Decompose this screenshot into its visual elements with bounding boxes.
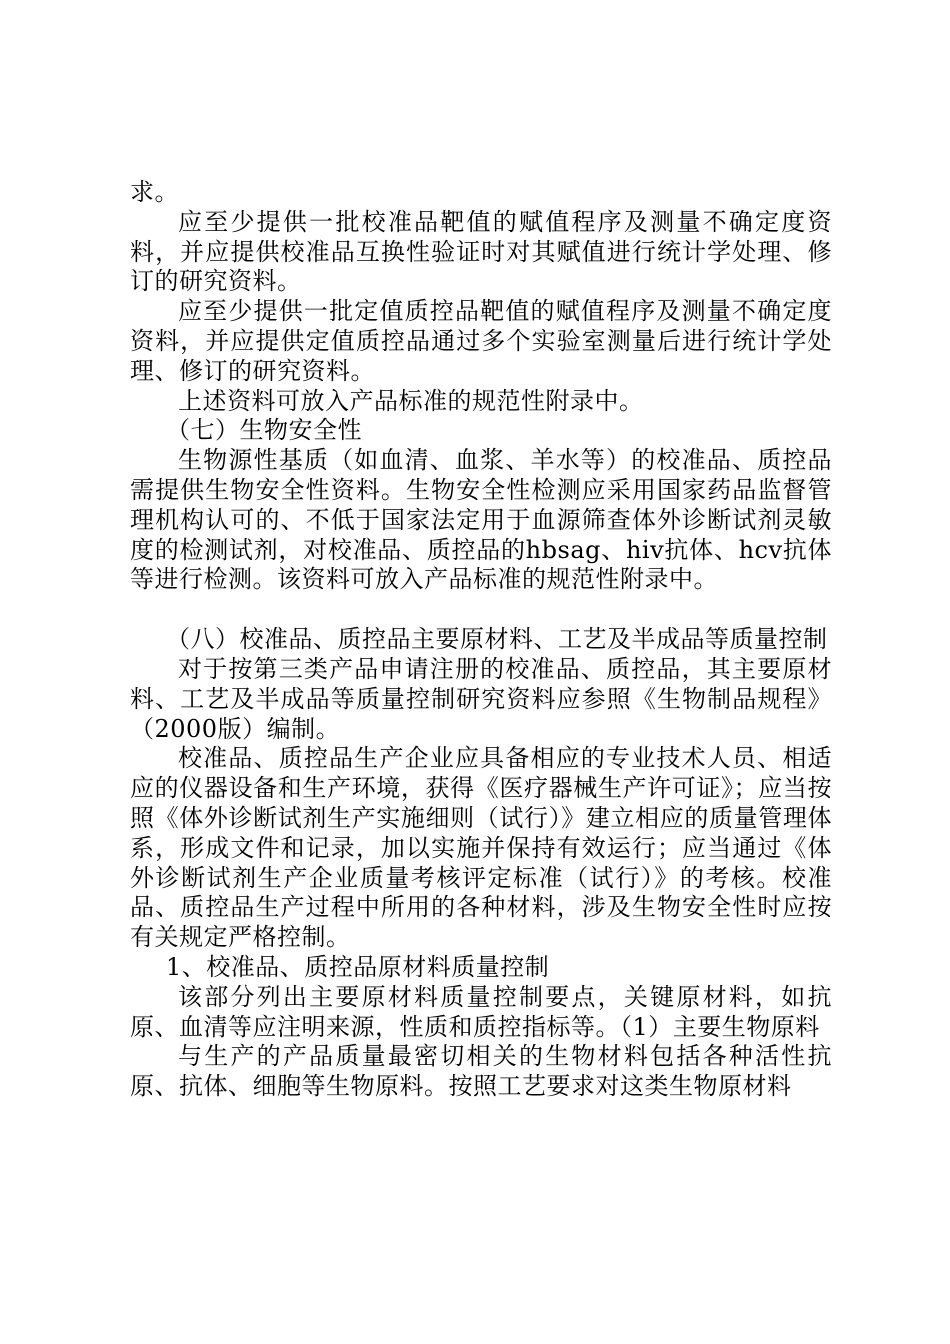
paragraph-control-assignment: 应至少提供一批定值质控品靶值的赋值程序及测量不确定度资料，并应提供定值质控品通过多个实验室测量后进行统计学处理、修订的研究资料。: [130, 297, 832, 385]
paragraph-control-points: 该部分列出主要原材料质量控制要点，关键原材料，如抗原、血清等应注明来源，性质和质控指标等。（1）主要生物原料: [130, 982, 832, 1041]
subsection-heading-raw-material-control: 1、校准品、质控品原材料质量控制: [166, 952, 550, 981]
paragraph-appendix-note: 上述资料可放入产品标准的规范性附录中。: [178, 386, 644, 415]
paragraph-continuation: 求。: [130, 178, 179, 206]
paragraph-manufacturer-requirements: 校准品、质控品生产企业应具备相应的专业技术人员、相适应的仪器设备和生产环境，获得《医疗器械生产许可证》；应当按照《体外诊断试剂生产实施细则（试行）》建立相应的质量管理体系，形成文件和记录，加以实施并保持有效运行；应当通过《体外诊断试剂生产企业质量考核评定标准（试行）》的考核。校准品、质控品生产过程中所用的各种材料，涉及生物安全性时应按有关规定严格控制。: [130, 744, 832, 952]
paragraph-biological-materials: 与生产的产品质量最密切相关的生物材料包括各种活性抗原、抗体、细胞等生物原料。按照工艺要求对这类生物原材料: [130, 1042, 832, 1101]
paragraph-class-three: 对于按第三类产品申请注册的校准品、质控品，其主要原材料、工艺及半成品等质量控制研究资料应参照《生物制品规程》（2000版）编制。: [130, 654, 832, 743]
document-body: [130, 178, 832, 1102]
paragraph-calibrator-assignment: 应至少提供一批校准品靶值的赋值程序及测量不确定度资料，并应提供校准品互换性验证时对其赋值进行统计学处理、修订的研究资料。: [130, 207, 832, 296]
paragraph-biosafety: 生物源性基质（如血清、血浆、羊水等）的校准品、质控品需提供生物安全性资料。生物安全性检测应采用国家药品监督管理机构认可的、不低于国家法定用于血源筛查体外诊断试剂灵敏度的检测试剂，对校准品、质控品的hbsag、hiv抗体、hcv抗体等进行检测。该资料可放入产品标准的规范性附录中。: [130, 446, 832, 594]
section-heading-biosafety: （七）生物安全性: [166, 416, 362, 445]
section-heading-raw-materials: （八）校准品、质控品主要原材料、工艺及半成品等质量控制: [166, 625, 828, 654]
